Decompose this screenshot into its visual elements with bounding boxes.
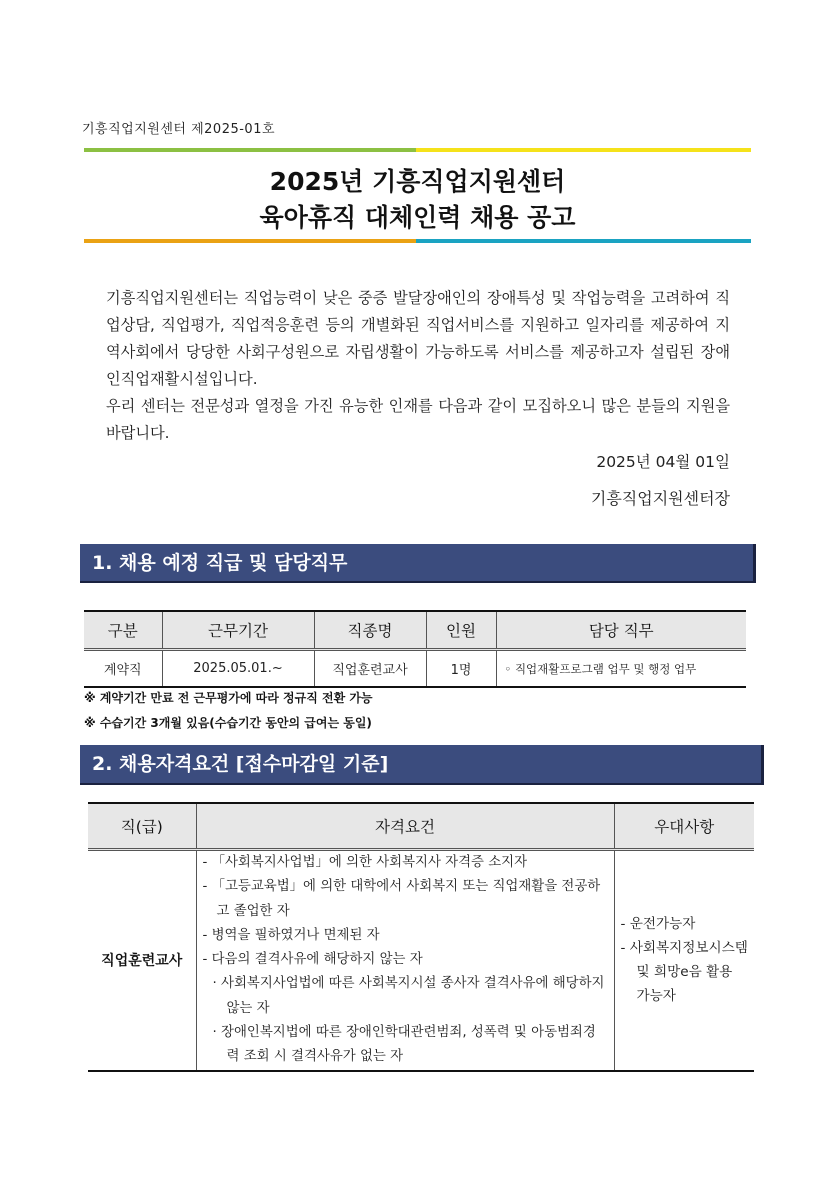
requirement-item: - 다음의 결격사유에 해당하지 않는 자 xyxy=(202,952,423,968)
table-header: 구분 xyxy=(84,611,162,650)
note-conversion: ※ 계약기간 만료 전 근무평가에 따라 정규직 전환 가능 xyxy=(84,691,373,705)
requirement-item: - 「고등교육법」에 의한 대학에서 사회복지 또는 직업재활을 전공하고 졸업한 자 xyxy=(202,879,601,919)
bottom-rule-right xyxy=(416,239,751,243)
bottom-rule-left xyxy=(84,239,416,243)
intro-paragraph-2: 우리 센터는 전문성과 열정을 가진 유능한 인재를 다음과 같이 모집하오니 많은 분들의 지원을 바랍니다. xyxy=(106,397,730,442)
requirement-item: - 「사회복지사업법」에 의한 사회복지사 자격증 소지자 xyxy=(202,855,528,870)
page-title-line2: 육아휴직 대체인력 채용 공고 xyxy=(259,203,576,232)
table-cell: ◦ 직업재활프로그램 업무 및 행정 업무 xyxy=(496,650,746,688)
preferences-cell xyxy=(614,850,754,1071)
top-rule-left xyxy=(84,148,416,152)
preference-item: - 운전가능자 xyxy=(620,916,696,933)
table-cell: 직업훈련교사 xyxy=(314,650,426,688)
page-title-line1: 2025년 기흥직업지원센터 xyxy=(269,167,566,196)
preference-item: - 사회복지정보시스템 및 희망e음 활용 가능자 xyxy=(620,940,748,1005)
grade-cell: 직업훈련교사 xyxy=(88,850,196,1071)
table-header-row xyxy=(88,803,754,850)
intro-paragraph-1: 기흥직업지원센터는 직업능력이 낮은 중증 발달장애인의 장애특성 및 작업능력을 고려하여 직업상담, 직업평가, 직업적응훈련 등의 개별화된 직업서비스를 지원하고 일자리를 제공하여 지역사회에서 당당한 사회구성원으로 자립생활이 가능하도록 서비스를 제공하고자 설립된 장애인직업재활시설입니다. xyxy=(106,289,730,388)
note-probation: ※ 수습기간 3개월 있음(수습기간 동안의 급여는 동일) xyxy=(84,716,372,730)
table-header: 인원 xyxy=(426,611,496,650)
table-cell: 1명 xyxy=(426,650,496,688)
requirement-subitem: · 장애인복지법에 따른 장애인학대관련범죄, 성폭력 및 아동범죄경력 조회 시 결격사유가 없는 자 xyxy=(212,1025,596,1065)
table-header: 근무기간 xyxy=(162,611,314,650)
table-row xyxy=(88,850,754,1071)
requirements-cell xyxy=(196,850,614,1071)
table-header: 직종명 xyxy=(314,611,426,650)
table-header-row xyxy=(84,611,746,650)
requirement-item: - 병역을 필하였거나 면제된 자 xyxy=(202,927,380,943)
announcement-date: 2025년 04월 01일 xyxy=(596,453,730,471)
qualification-table xyxy=(88,802,754,1072)
table-header: 자격요건 xyxy=(196,803,614,850)
section-2-header: 2. 채용자격요건 [접수마감일 기준] xyxy=(80,745,764,785)
table-cell: 2025.05.01.~ xyxy=(162,650,314,688)
table-header: 담당 직무 xyxy=(496,611,746,650)
table-header: 직(급) xyxy=(88,803,196,850)
position-table xyxy=(84,610,746,688)
table-cell: 계약직 xyxy=(84,650,162,688)
table-row xyxy=(84,650,746,688)
table-header: 우대사항 xyxy=(614,803,754,850)
document-number: 기흥직업지원센터 제2025-01호 xyxy=(82,122,276,137)
section-1-header: 1. 채용 예정 직급 및 담당직무 xyxy=(80,544,756,583)
top-rule-right xyxy=(416,148,751,152)
requirement-subitem: · 사회복지사업법에 따른 사회복지시설 종사자 결격사유에 해당하지 않는 자 xyxy=(212,976,605,1016)
signature: 기흥직업지원센터장 xyxy=(590,489,730,508)
